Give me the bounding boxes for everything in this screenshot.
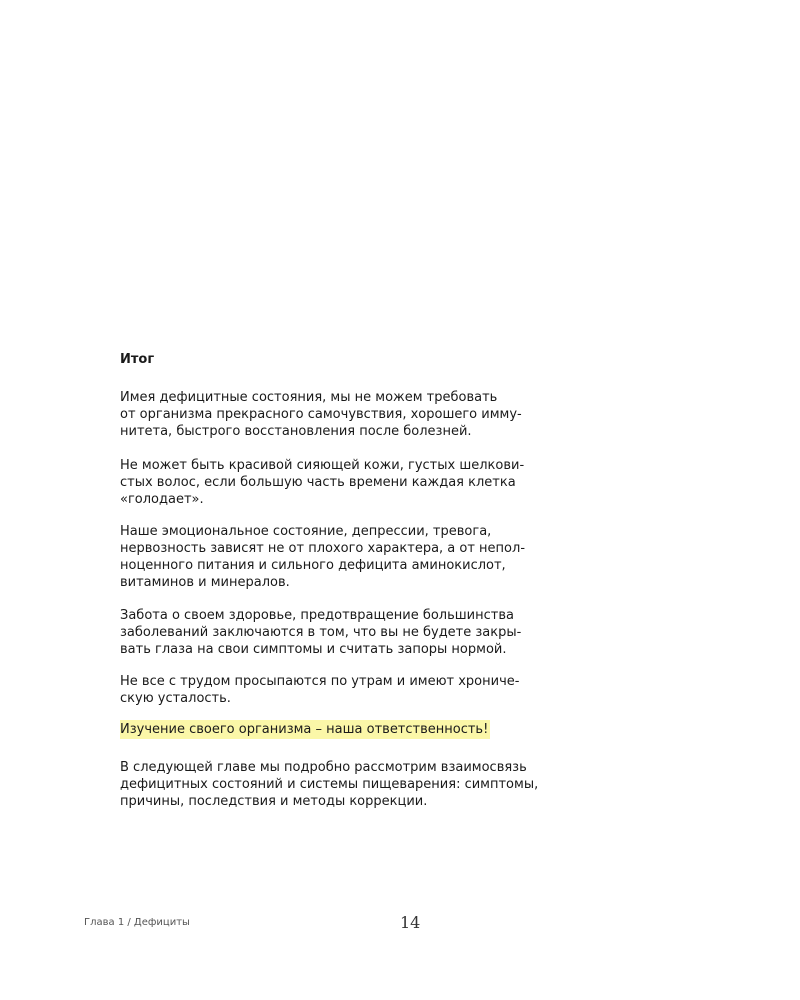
paragraph-skin-hair: Не может быть красивой сияющей кожи, густых шелкови- стых волос, если большую часть времени каждая клетка «голодает».	[120, 458, 525, 507]
page-number: 14	[400, 913, 421, 932]
paragraph-fatigue: Не все с трудом просыпаются по утрам и имеют хрониче- скую усталость.	[120, 674, 520, 706]
highlight-statement	[120, 721, 540, 738]
highlight-text: Изучение своего организма – наша ответственность!	[120, 722, 489, 737]
section-heading: Итог	[120, 352, 155, 367]
paragraph-emotional-state: Наше эмоциональное состояние, депрессии, тревога, нервозность зависят не от плохого характера, а от непол- ноценного питания и сильного дефицита аминокислот, витаминов и минералов.	[120, 524, 526, 590]
paragraph-deficits: Имея дефицитные состояния, мы не можем требовать от организма прекрасного самочувствия, хорошего имму- нитета, быстрого восстановления после болезней.	[120, 390, 522, 439]
paragraph-next-chapter: В следующей главе мы подробно рассмотрим взаимосвязь дефицитных состояний и системы пищеварения: симптомы, причины, последствия и методы коррекции.	[120, 760, 539, 809]
footer-chapter-label: Глава 1 / Дефициты	[84, 917, 190, 928]
paragraph-health-care: Забота о своем здоровье, предотвращение большинства заболеваний заключаются в том, что вы не будете закры- вать глаза на свои симптомы и считать запоры нормой.	[120, 608, 522, 657]
